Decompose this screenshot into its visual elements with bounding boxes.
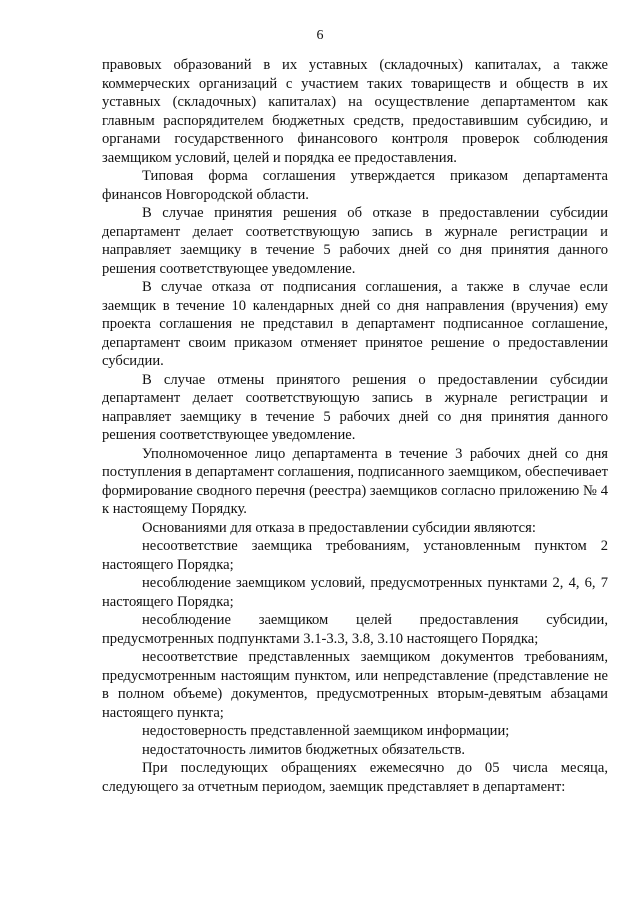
- list-item: несоблюдение заемщиком условий, предусмотренных пунктами 2, 4, 6, 7 настоящего Порядка;: [102, 575, 608, 610]
- page-number: 6: [316, 28, 324, 43]
- paragraph-refusal-to-sign: В случае отказа от подписания соглашения, а также в случае если заемщик в течение 10 календарных дней со дня направления (вручения) ему проекта соглашения не представил в департамент подписанное соглашение, департамент своим приказом отменяет принятое решение о предоставлении субсидии.: [102, 279, 608, 369]
- document-body: [102, 56, 608, 796]
- paragraph-subsequent-requests: При последующих обращениях ежемесячно до 05 числа месяца, следующего за отчетным периодом, заемщик представляет в департамент:: [102, 760, 608, 795]
- paragraph-template-form: Типовая форма соглашения утверждается приказом департамента финансов Новгородской области.: [102, 168, 608, 203]
- paragraph-grounds-heading: Основаниями для отказа в предоставлении субсидии являются:: [142, 519, 536, 536]
- list-item: несоответствие заемщика требованиям, установленным пунктом 2 настоящего Порядка;: [102, 538, 608, 573]
- list-item: несоответствие представленных заемщиком документов требованиям, предусмотренным настоящим пунктом, или непредставление (представление не в полном объеме) документов, предусмотренных вторым-девятым абзацами настоящего пункта;: [102, 649, 608, 721]
- paragraph-continuation: правовых образований в их уставных (складочных) капиталах, а также коммерческих организаций с участием таких товариществ и обществ в их уставных (складочных) капиталах) на осуществление департаментом как главным распорядителем бюджетных средств, предоставившим субсидию, и органами государственного финансового контроля проверок соблюдения заемщиком условий, целей и порядка ее предоставления.: [102, 57, 608, 166]
- list-item: недостаточность лимитов бюджетных обязательств.: [142, 741, 465, 758]
- paragraph-registry: Уполномоченное лицо департамента в течение 3 рабочих дней со дня поступления в департамент соглашения, подписанного заемщиком, обеспечивает формирование сводного перечня (реестра) заемщиков согласно приложению № 4 к настоящему Порядку.: [102, 445, 608, 517]
- paragraph-cancellation: В случае отмены принятого решения о предоставлении субсидии департамент делает соответствующую запись в журнале регистрации и направляет заемщику в течение 5 рабочих дней со дня принятия данного решения соответствующее уведомление.: [102, 371, 608, 443]
- paragraph-refusal-decision: В случае принятия решения об отказе в предоставлении субсидии департамент делает соответствующую запись в журнале регистрации и направляет заемщику в течение 5 рабочих дней со дня принятия данного решения соответствующее уведомление.: [102, 205, 608, 277]
- list-item: несоблюдение заемщиком целей предоставления субсидии, предусмотренных подпунктами 3.1-3.3, 3.8, 3.10 настоящего Порядка;: [102, 612, 608, 647]
- list-item: недостоверность представленной заемщиком информации;: [142, 723, 510, 739]
